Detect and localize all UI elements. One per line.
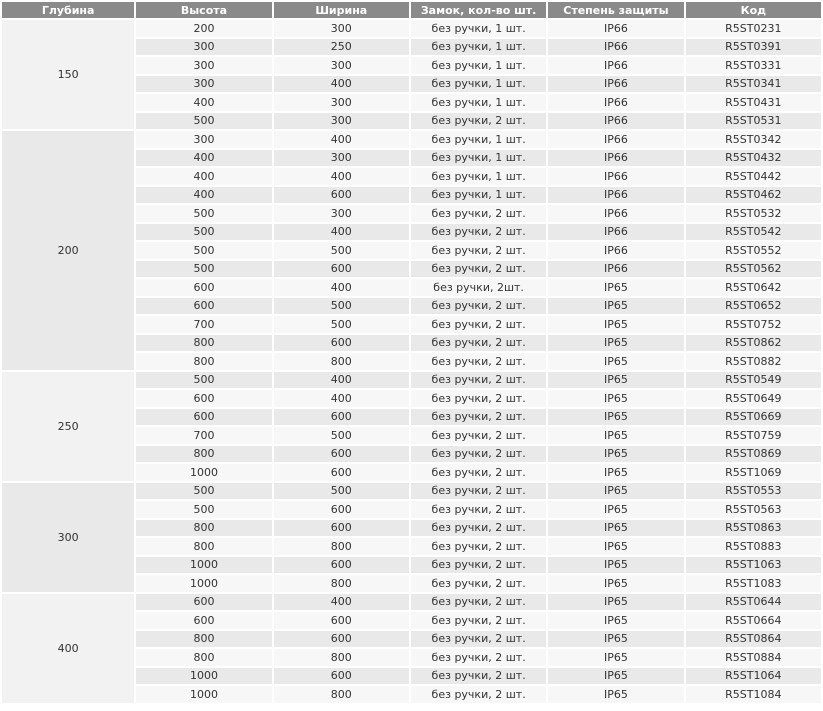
cell-height: 500 (136, 483, 271, 500)
cell-protection: IP66 (548, 150, 683, 167)
table-row (2, 131, 821, 148)
cell-width: 800 (274, 649, 409, 666)
cell-code: R5ST0391 (686, 39, 821, 56)
cell-protection: IP65 (548, 538, 683, 555)
cell-code: R5ST0752 (686, 316, 821, 333)
header-depth: Глубина (2, 2, 134, 18)
cell-code: R5ST0759 (686, 427, 821, 444)
cell-lock: без ручки, 2 шт. (411, 446, 546, 463)
cell-protection: IP65 (548, 390, 683, 407)
cell-lock: без ручки, 2 шт. (411, 335, 546, 352)
cell-height: 500 (136, 205, 271, 222)
cell-height: 800 (136, 649, 271, 666)
cell-lock: без ручки, 2 шт. (411, 409, 546, 426)
cell-protection: IP66 (548, 94, 683, 111)
cell-protection: IP65 (548, 427, 683, 444)
cell-lock: без ручки, 2 шт. (411, 261, 546, 278)
cell-protection: IP65 (548, 631, 683, 648)
cell-height: 600 (136, 298, 271, 315)
cell-lock: без ручки, 2 шт. (411, 538, 546, 555)
cell-code: R5ST0862 (686, 335, 821, 352)
cell-height: 500 (136, 242, 271, 259)
cell-width: 800 (274, 538, 409, 555)
cell-width: 400 (274, 168, 409, 185)
cell-width: 400 (274, 76, 409, 93)
cell-protection: IP66 (548, 242, 683, 259)
cell-height: 500 (136, 501, 271, 518)
cell-width: 600 (274, 464, 409, 481)
cell-code: R5ST1083 (686, 575, 821, 592)
cell-height: 600 (136, 612, 271, 629)
cell-code: R5ST1063 (686, 557, 821, 574)
cell-height: 400 (136, 150, 271, 167)
header-protection: Степень защиты (548, 2, 683, 18)
cell-protection: IP65 (548, 501, 683, 518)
cell-lock: без ручки, 2 шт. (411, 501, 546, 518)
cell-lock: без ручки, 2 шт. (411, 353, 546, 370)
cell-width: 800 (274, 575, 409, 592)
cell-height: 800 (136, 446, 271, 463)
cell-height: 800 (136, 520, 271, 537)
cell-protection: IP65 (548, 316, 683, 333)
cell-protection: IP66 (548, 168, 683, 185)
cell-code: R5ST0342 (686, 131, 821, 148)
cell-lock: без ручки, 2 шт. (411, 557, 546, 574)
cell-code: R5ST0884 (686, 649, 821, 666)
cell-protection: IP66 (548, 205, 683, 222)
cell-width: 250 (274, 39, 409, 56)
cell-width: 600 (274, 501, 409, 518)
cell-height: 500 (136, 113, 271, 130)
cell-lock: без ручки, 2 шт. (411, 668, 546, 685)
cell-lock: без ручки, 2 шт. (411, 612, 546, 629)
cell-height: 1000 (136, 557, 271, 574)
cell-protection: IP66 (548, 224, 683, 241)
cell-height: 800 (136, 538, 271, 555)
cell-height: 300 (136, 39, 271, 56)
cell-width: 400 (274, 390, 409, 407)
cell-code: R5ST0562 (686, 261, 821, 278)
cell-protection: IP65 (548, 668, 683, 685)
cell-lock: без ручки, 1 шт. (411, 20, 546, 37)
cell-code: R5ST0644 (686, 594, 821, 611)
cell-lock: без ручки, 1 шт. (411, 168, 546, 185)
table-row (2, 483, 821, 500)
cell-width: 300 (274, 20, 409, 37)
cell-protection: IP65 (548, 335, 683, 352)
cell-protection: IP65 (548, 649, 683, 666)
cell-protection: IP66 (548, 261, 683, 278)
cell-width: 600 (274, 557, 409, 574)
cell-width: 400 (274, 594, 409, 611)
cell-lock: без ручки, 1 шт. (411, 131, 546, 148)
table-row (2, 20, 821, 37)
table-row (2, 594, 821, 611)
cell-code: R5ST1064 (686, 668, 821, 685)
cell-code: R5ST0883 (686, 538, 821, 555)
header-height: Высота (136, 2, 271, 18)
cell-code: R5ST0462 (686, 187, 821, 204)
table-row (2, 372, 821, 389)
cell-code: R5ST0553 (686, 483, 821, 500)
cell-height: 200 (136, 20, 271, 37)
cell-lock: без ручки, 2 шт. (411, 649, 546, 666)
cell-lock: без ручки, 2 шт. (411, 205, 546, 222)
cell-code: R5ST1069 (686, 464, 821, 481)
cell-height: 600 (136, 390, 271, 407)
cell-height: 400 (136, 168, 271, 185)
cell-protection: IP66 (548, 20, 683, 37)
cell-protection: IP65 (548, 409, 683, 426)
cell-code: R5ST0341 (686, 76, 821, 93)
header-row (2, 2, 821, 18)
cell-lock: без ручки, 2 шт. (411, 113, 546, 130)
cell-height: 500 (136, 261, 271, 278)
cell-lock: без ручки, 2 шт. (411, 224, 546, 241)
cell-width: 600 (274, 335, 409, 352)
cell-code: R5ST0549 (686, 372, 821, 389)
cell-width: 300 (274, 94, 409, 111)
cell-height: 600 (136, 409, 271, 426)
cell-code: R5ST0864 (686, 631, 821, 648)
cell-protection: IP65 (548, 686, 683, 703)
cell-code: R5ST0231 (686, 20, 821, 37)
cell-protection: IP66 (548, 39, 683, 56)
cell-depth: 300 (2, 483, 134, 592)
cell-width: 600 (274, 446, 409, 463)
cell-height: 300 (136, 131, 271, 148)
cell-depth: 150 (2, 20, 134, 129)
cell-protection: IP65 (548, 520, 683, 537)
cell-lock: без ручки, 1 шт. (411, 187, 546, 204)
cell-width: 600 (274, 631, 409, 648)
cell-height: 500 (136, 372, 271, 389)
cell-code: R5ST0542 (686, 224, 821, 241)
cell-protection: IP66 (548, 76, 683, 93)
cell-width: 600 (274, 612, 409, 629)
cell-code: R5ST0869 (686, 446, 821, 463)
cell-width: 600 (274, 668, 409, 685)
cell-lock: без ручки, 2 шт. (411, 594, 546, 611)
cell-code: R5ST0531 (686, 113, 821, 130)
cell-width: 400 (274, 279, 409, 296)
cell-height: 1000 (136, 464, 271, 481)
cell-lock: без ручки, 2 шт. (411, 483, 546, 500)
cell-width: 600 (274, 409, 409, 426)
cell-width: 500 (274, 483, 409, 500)
cell-width: 400 (274, 372, 409, 389)
cell-code: R5ST0642 (686, 279, 821, 296)
cell-code: R5ST0442 (686, 168, 821, 185)
table-header (2, 2, 821, 18)
cell-lock: без ручки, 2 шт. (411, 520, 546, 537)
cell-code: R5ST0669 (686, 409, 821, 426)
cell-height: 700 (136, 316, 271, 333)
cell-lock: без ручки, 2 шт. (411, 631, 546, 648)
cell-lock: без ручки, 2 шт. (411, 575, 546, 592)
cell-width: 500 (274, 298, 409, 315)
cell-height: 600 (136, 279, 271, 296)
cell-protection: IP66 (548, 187, 683, 204)
cell-width: 300 (274, 205, 409, 222)
cell-protection: IP65 (548, 594, 683, 611)
cell-height: 800 (136, 631, 271, 648)
cell-height: 300 (136, 76, 271, 93)
cell-width: 500 (274, 242, 409, 259)
cell-protection: IP65 (548, 575, 683, 592)
cell-code: R5ST0331 (686, 57, 821, 74)
cell-width: 500 (274, 316, 409, 333)
cell-height: 300 (136, 57, 271, 74)
cell-height: 800 (136, 335, 271, 352)
cell-height: 1000 (136, 575, 271, 592)
cell-lock: без ручки, 2 шт. (411, 427, 546, 444)
cell-code: R5ST0432 (686, 150, 821, 167)
cell-code: R5ST0652 (686, 298, 821, 315)
cell-width: 800 (274, 353, 409, 370)
cell-lock: без ручки, 2 шт. (411, 298, 546, 315)
cell-protection: IP65 (548, 353, 683, 370)
header-code: Код (686, 2, 821, 18)
cell-depth: 250 (2, 372, 134, 481)
cell-height: 1000 (136, 686, 271, 703)
cell-lock: без ручки, 2 шт. (411, 464, 546, 481)
cell-protection: IP66 (548, 113, 683, 130)
header-lock: Замок, кол-во шт. (411, 2, 546, 18)
cell-width: 500 (274, 427, 409, 444)
table-body (2, 20, 821, 703)
cell-code: R5ST0664 (686, 612, 821, 629)
cell-lock: без ручки, 1 шт. (411, 39, 546, 56)
cell-code: R5ST0431 (686, 94, 821, 111)
cell-height: 400 (136, 187, 271, 204)
cell-height: 500 (136, 224, 271, 241)
cell-code: R5ST0882 (686, 353, 821, 370)
cell-height: 600 (136, 594, 271, 611)
cell-lock: без ручки, 1 шт. (411, 76, 546, 93)
cell-width: 600 (274, 261, 409, 278)
cell-code: R5ST0863 (686, 520, 821, 537)
cell-lock: без ручки, 1 шт. (411, 150, 546, 167)
cell-width: 600 (274, 187, 409, 204)
cell-protection: IP65 (548, 612, 683, 629)
cell-lock: без ручки, 1 шт. (411, 57, 546, 74)
cell-width: 400 (274, 224, 409, 241)
cell-height: 800 (136, 353, 271, 370)
cell-width: 300 (274, 57, 409, 74)
cell-code: R5ST1084 (686, 686, 821, 703)
cell-height: 400 (136, 94, 271, 111)
cell-width: 600 (274, 520, 409, 537)
cell-lock: без ручки, 2 шт. (411, 372, 546, 389)
cell-protection: IP65 (548, 446, 683, 463)
cell-protection: IP66 (548, 131, 683, 148)
cell-lock: без ручки, 2 шт. (411, 686, 546, 703)
cell-depth: 200 (2, 131, 134, 370)
cell-height: 700 (136, 427, 271, 444)
cell-protection: IP65 (548, 483, 683, 500)
cell-width: 300 (274, 113, 409, 130)
cell-code: R5ST0532 (686, 205, 821, 222)
cell-code: R5ST0649 (686, 390, 821, 407)
cell-height: 1000 (136, 668, 271, 685)
cell-protection: IP65 (548, 464, 683, 481)
cell-protection: IP65 (548, 557, 683, 574)
cell-width: 800 (274, 686, 409, 703)
cell-lock: без ручки, 2шт. (411, 279, 546, 296)
cell-lock: без ручки, 2 шт. (411, 242, 546, 259)
cell-protection: IP65 (548, 372, 683, 389)
cell-code: R5ST0563 (686, 501, 821, 518)
cell-lock: без ручки, 1 шт. (411, 94, 546, 111)
cell-code: R5ST0552 (686, 242, 821, 259)
cell-lock: без ручки, 2 шт. (411, 390, 546, 407)
cell-protection: IP66 (548, 57, 683, 74)
cell-depth: 400 (2, 594, 134, 703)
header-width: Ширина (274, 2, 409, 18)
cell-protection: IP65 (548, 298, 683, 315)
cell-width: 400 (274, 131, 409, 148)
cell-lock: без ручки, 2 шт. (411, 316, 546, 333)
cell-protection: IP65 (548, 279, 683, 296)
cell-width: 300 (274, 150, 409, 167)
